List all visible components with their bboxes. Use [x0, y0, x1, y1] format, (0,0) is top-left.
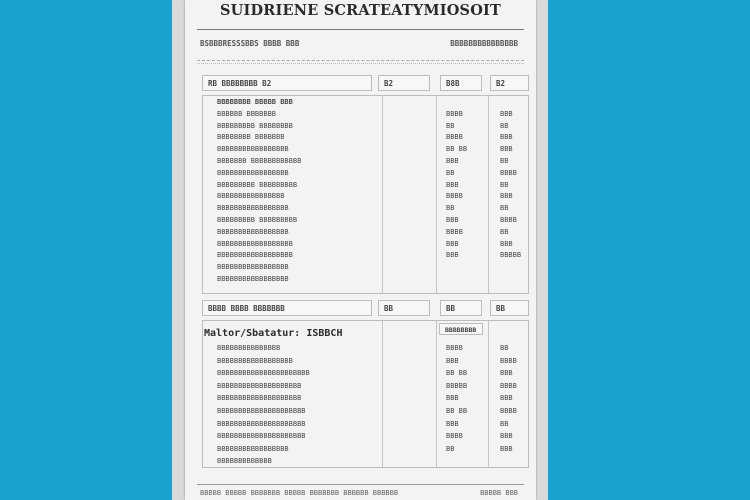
table1-row-value-1: BB [446, 121, 455, 130]
table1-row-value-2: BB [500, 204, 509, 213]
table1-row-description: BBBBBBB BBBBBBBBBBBB [217, 157, 302, 165]
table2-row-description: BBBBBBBBBBBBBBBBBBBB [217, 394, 302, 403]
table2-column-divider [488, 321, 489, 467]
table1-header-col1: B2 [378, 75, 430, 91]
table2-subheader: BBBBBBBB [439, 323, 483, 335]
table2-row-value-2: BBB [500, 394, 513, 403]
table2-row-value-1: BBB [446, 419, 459, 428]
table2-row-value-1: BBB [446, 356, 459, 365]
table1-row-description: BBBBBBBBBBBBBBBBB [217, 227, 289, 236]
table1-row-value-2: BBBB [500, 168, 517, 177]
table1-row-description: BBBBBBBBBBBBBBBBB [217, 168, 289, 177]
table1-row-value-1: BBBB [446, 227, 463, 236]
table2-row-value-1: BBBBB [446, 381, 468, 390]
table2-row-value-1: BB BB [446, 407, 468, 415]
header-right-text: BBBBBBBBBBBBBBB [450, 39, 518, 48]
table2-row-value-1: BBB [446, 394, 459, 403]
table1-row-description: BBBBBBBBBBBBBBBBB [217, 263, 289, 272]
table2-row-value-2: BBBB [500, 356, 517, 365]
header-left-text: BSBBBRESSSBBS BBBB BBB [200, 39, 300, 48]
table2-row-value-1: BBBB [446, 344, 463, 352]
table2-row-value-2: BB [500, 344, 509, 352]
table1-column-divider [436, 96, 437, 293]
table2-column-divider [436, 321, 437, 467]
table2-row-description: BBBBBBBBBBBBBBBBBB [217, 356, 293, 365]
paper-background [172, 0, 548, 500]
table2-row-value-2: BB [500, 419, 509, 428]
table1-row-value-2: BB [500, 180, 509, 189]
table1-row-description: BBBBBBBBB BBBBBBBB [217, 121, 293, 130]
title-divider [197, 29, 524, 30]
table2-row-description: BBBBBBBBBBBBB [217, 457, 272, 466]
table1-row-description: BBBBBBBB BBBBB BBB [217, 98, 293, 106]
table2-row-value-2: BBBB [500, 407, 517, 415]
table1-row-value-2: BBBBB [500, 251, 522, 260]
table2-row-description: BBBBBBBBBBBBBBBBBBBBB [217, 432, 306, 441]
table2-subtitle: Maltor/Sbatatur: ISBBCH [204, 328, 343, 339]
header-divider [197, 60, 524, 61]
table2-row-value-2: BBB [500, 444, 513, 453]
table2-row-value-1: BBBB [446, 432, 463, 441]
table1-row-value-2: BB [500, 121, 509, 130]
table1-row-value-1: BB BB [446, 145, 468, 154]
table2-row-description: BBBBBBBBBBBBBBBBBBBBB [217, 407, 306, 415]
table1-header-col3: B2 [490, 75, 529, 91]
table1-row-value-2: BBBB [500, 216, 517, 224]
table1-row-value-1: BBB [446, 180, 459, 189]
table1-column-divider [382, 96, 383, 293]
table1-row-value-1: BBB [446, 157, 459, 165]
table1-header-col2: B8B [440, 75, 482, 91]
table1-row-value-2: BB [500, 157, 509, 165]
table2-header-description: BBBB BBBB BBBBBBB [202, 300, 372, 316]
table2-row-value-1: BB BB [446, 369, 468, 378]
table1-row-value-2: BB [500, 227, 509, 236]
table1-row-value-1: BBB [446, 239, 459, 248]
table2-row-description: BBBBBBBBBBBBBBBBBBBBB [217, 419, 306, 428]
table1-row-value-2: BBB [500, 133, 513, 142]
table2-row-description: BBBBBBBBBBBBBBBBB [217, 444, 289, 453]
table2-row-value-1: BB [446, 444, 455, 453]
table1-header-description: RB BBBBBBBB B2 [202, 75, 372, 91]
document-title: SUIDRIENE SCRATEATYMIOSOIT [219, 2, 501, 19]
table1-row-description: BBBBBBBBB BBBBBBBBB [217, 180, 298, 189]
table1-row-value-1: BB [446, 204, 455, 213]
footer-left-text: BBBBB BBBBB BBBBBBB BBBBB BBBBBBB BBBBBB BBBBBB [200, 489, 399, 497]
table2-header-col2: BB [440, 300, 482, 316]
table1-row-description: BBBBBB BBBBBBB [217, 109, 277, 118]
document-sheet [185, 0, 536, 500]
table2-row-value-2: BBB [500, 432, 513, 441]
table1-row-value-1: BBBB [446, 109, 463, 118]
footer-right-text: BBBBB BBB [480, 489, 518, 497]
table1-row-description: BBBBBBBB BBBBBBB [217, 133, 285, 142]
table2-header-col1: BB [378, 300, 430, 316]
table1-row-value-2: BBB [500, 109, 513, 118]
table2-row-value-2: BBB [500, 369, 513, 378]
table1-row-description: BBBBBBBBBBBBBBBBB [217, 145, 289, 154]
table1-column-divider [488, 96, 489, 293]
table2-row-description: BBBBBBBBBBBBBBB [217, 344, 281, 352]
table2-row-description: BBBBBBBBBBBBBBBBBBBBBB [217, 369, 310, 378]
footer-divider [197, 484, 524, 485]
table1-row-description: BBBBBBBBB BBBBBBBBB [217, 216, 298, 224]
table1-row-value-1: BB [446, 168, 455, 177]
table2-row-description: BBBBBBBBBBBBBBBBBBBB [217, 381, 302, 390]
table2-row-value-2: BBBB [500, 381, 517, 390]
table1-row-value-2: BBB [500, 145, 513, 154]
table1-row-description: BBBBBBBBBBBBBBBB [217, 192, 285, 201]
table1-row-description: BBBBBBBBBBBBBBBBBB [217, 251, 293, 260]
header-divider-dotted [197, 63, 524, 64]
table1-row-value-1: BBB [446, 216, 459, 224]
table1-row-value-1: BBBB [446, 133, 463, 142]
table1-row-value-1: BBB [446, 251, 459, 260]
table1-row-value-1: BBBB [446, 192, 463, 201]
table1-row-value-2: BBB [500, 192, 513, 201]
table2-column-divider [382, 321, 383, 467]
table1-row-description: BBBBBBBBBBBBBBBBB [217, 204, 289, 213]
table1-row-value-2: BBB [500, 239, 513, 248]
table2-header-col3: BB [490, 300, 529, 316]
table1-row-description: BBBBBBBBBBBBBBBBBB [217, 239, 293, 248]
table1-row-description: BBBBBBBBBBBBBBBBB [217, 275, 289, 283]
